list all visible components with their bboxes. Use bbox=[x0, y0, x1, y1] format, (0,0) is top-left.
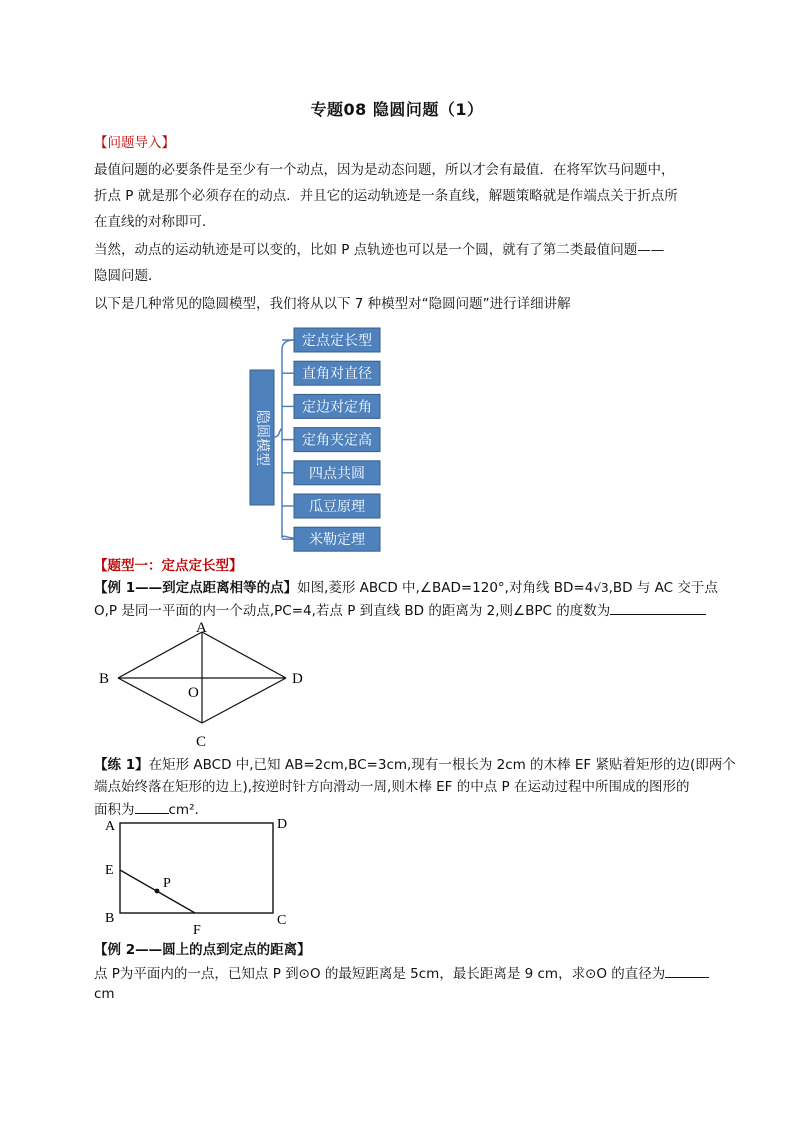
label-B: B bbox=[99, 671, 110, 687]
mindmap-item-label: 定点定长型 bbox=[302, 333, 372, 349]
practice-1-line-2: 端点始终落在矩形的边上),按逆时针方向滑动一周,则木棒 EF 的中点 P 在运动过程中所围成的图形的 bbox=[94, 779, 690, 795]
example-2-line-1 bbox=[94, 963, 709, 984]
type1-heading bbox=[94, 556, 243, 576]
edge-BA bbox=[118, 632, 202, 678]
example-2-heading: 【例 2——圆上的点到定点的距离】 bbox=[94, 942, 311, 958]
label-C: C bbox=[277, 913, 287, 928]
mindmap-item-label: 四点共圆 bbox=[309, 465, 365, 482]
mindmap-item bbox=[294, 361, 380, 385]
label-P: P bbox=[163, 876, 171, 891]
practice-1-text-area: 面积为 bbox=[94, 802, 135, 818]
point-P bbox=[155, 889, 160, 894]
practice-1-label: 【练 1】 bbox=[94, 757, 149, 773]
example-1-text-cont: ,BD 与 AC 交于点 bbox=[608, 580, 718, 596]
mindmap-item-label: 米勒定理 bbox=[309, 532, 365, 549]
intro-paragraph-2-line-2: 隐圆问题． bbox=[94, 268, 162, 284]
answer-blank-3[interactable] bbox=[665, 963, 709, 978]
mindmap-item bbox=[294, 394, 380, 418]
intro-paragraph-2-line-1: 当然，动点的运动轨迹是可以变的，比如 P 点轨迹也可以是一个圆，就有了第二类最值问题—— bbox=[94, 242, 665, 258]
mindmap-item bbox=[294, 428, 380, 452]
label-D: D bbox=[277, 817, 288, 832]
practice-1-unit: cm². bbox=[168, 802, 199, 818]
intro-heading: 【问题导入】 bbox=[94, 135, 175, 151]
example-1-question: O,P 是同一平面的内一个动点,PC=4,若点 P 到直线 BD 的距离为 2,则∠BPC 的度数为 bbox=[94, 603, 611, 619]
mindmap-item-label: 瓜豆原理 bbox=[309, 499, 365, 515]
answer-blank-1[interactable] bbox=[610, 600, 706, 615]
label-E: E bbox=[105, 863, 114, 878]
label-B: B bbox=[105, 911, 115, 926]
practice-1-line-1 bbox=[94, 755, 736, 775]
intro-paragraph-3: 以下是几种常见的隐圆模型，我们将从以下 7 种模型对“隐圆问题”进行详细讲解 bbox=[94, 296, 571, 312]
mindmap-root-label: 隐圆模型 bbox=[254, 410, 270, 466]
mindmap-item bbox=[294, 328, 380, 352]
edge-DC bbox=[202, 678, 286, 723]
mindmap-item bbox=[294, 527, 380, 551]
example-1-label: 【例 1——到定点距离相等的点】 bbox=[94, 580, 298, 596]
mindmap-item-label: 定角夹定高 bbox=[302, 432, 372, 449]
rectangle-figure bbox=[95, 812, 305, 942]
mindmap-item bbox=[294, 494, 380, 518]
type1-heading-text: 【题型一：定点定长型】 bbox=[94, 558, 243, 574]
edge-AD bbox=[202, 632, 286, 678]
example-1-line-1 bbox=[94, 578, 718, 598]
label-A: A bbox=[196, 620, 207, 636]
mindmap-item bbox=[294, 461, 380, 485]
mindmap-root bbox=[250, 370, 274, 505]
practice-1-text: 在矩形 ABCD 中,已知 AB=2cm,BC=3cm,现有一根长为 2cm 的木棒 EF 紧贴着矩形的边(即两个 bbox=[148, 757, 736, 773]
intro-paragraph-1-line-2: 折点 P 就是那个必须存在的动点．并且它的运动轨迹是一条直线，解题策略就是作端点关于折点所 bbox=[94, 188, 678, 204]
hidden-circle-mindmap bbox=[240, 320, 390, 555]
label-F: F bbox=[193, 923, 201, 938]
rhombus-figure bbox=[90, 615, 315, 755]
example-2-question: 点 P为平面内的一点，已知点 P 到⊙O 的最短距离是 5cm，最长距离是 9 cm，求⊙O 的直径为 bbox=[94, 966, 666, 982]
page-title: 专题08 隐圆问题（1） bbox=[310, 100, 484, 119]
rectangle-ABCD bbox=[120, 823, 273, 913]
intro-paragraph-1-line-1: 最值问题的必要条件是至少有一个动点，因为是动态问题，所以才会有最值．在将军饮马问题中， bbox=[94, 162, 675, 178]
mindmap-item-label: 直角对直径 bbox=[302, 366, 372, 383]
label-C: C bbox=[196, 734, 207, 750]
mindmap-item-label: 定边对定角 bbox=[302, 399, 372, 416]
example-2-line-2: cm bbox=[94, 986, 115, 1002]
example-1-sqrt: √3 bbox=[593, 581, 609, 595]
label-A: A bbox=[105, 819, 116, 834]
label-D: D bbox=[292, 671, 303, 687]
label-O: O bbox=[188, 685, 199, 701]
example-1-text: 如图,菱形 ABCD 中,∠BAD=120°,对角线 BD=4 bbox=[297, 580, 594, 596]
intro-paragraph-1-line-3: 在直线的对称即可． bbox=[94, 214, 216, 230]
